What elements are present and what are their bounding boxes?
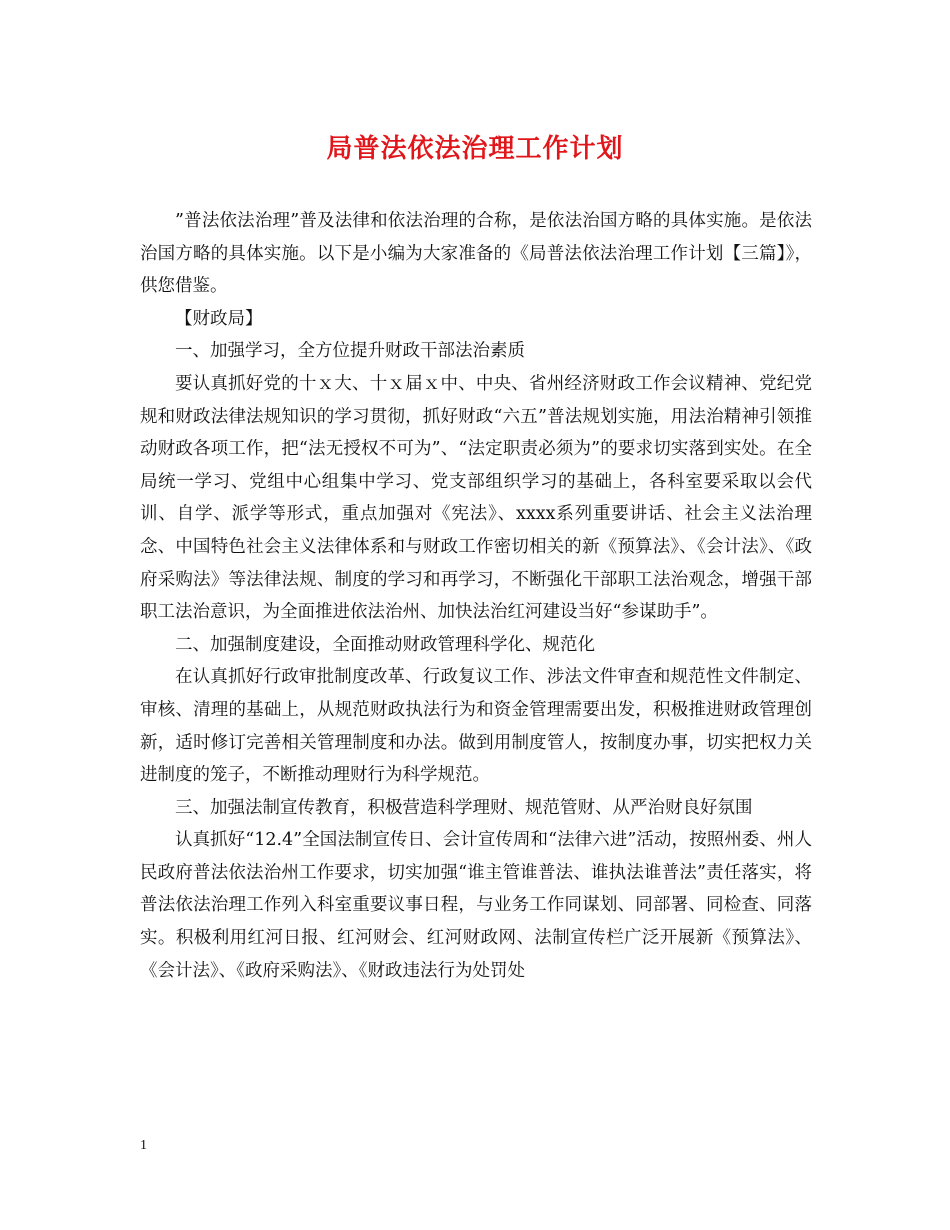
paragraph-body-2: 在认真抓好行政审批制度改革、行政复议工作、涉法文件审查和规范性文件制定、审核、清理的基础上，从规范财政执法行为和资金管理需要出发，积极推进财政管理创新，适时修订完善相关管理制度和办法。做到用制度管人，按制度办事，切实把权力关进制度的笼子，不断推动理财行为科学规范。: [140, 667, 812, 786]
document-title: 局普法依法治理工作计划: [326, 134, 624, 164]
paragraph-body-3: 认真抓好“12.4”全国法制宣传日、会计宣传周和“法律六进”活动，按照州委、州人民政府普法依法治州工作要求，切实加强“谁主管谁普法、谁执法谁普法”责任落实，将普法依法治理工作列入科室重要议事日程，与业务工作同谋划、同部署、同检查、同落实。积极利用红河日报、红河财会、红河财政网、法制宣传栏广泛开展新《预算法》、《会计法》、《政府采购法》、《财政违法行为处罚处: [140, 830, 812, 981]
document-body: [140, 205, 812, 987]
paragraph-section-label: 【财政局】: [175, 308, 263, 329]
paragraph-heading-3: 三、加强法制宣传教育，积极营造科学理财、规范管财、从严治财良好氛围: [175, 797, 753, 818]
paragraph-intro: ”普法依法治理”普及法律和依法治理的合称，是依法治国方略的具体实施。是依法治国方略的具体实施。以下是小编为大家准备的《局普法依法治理工作计划【三篇】》，供您借鉴。: [140, 211, 812, 297]
paragraph-heading-1: 一、加强学习，全方位提升财政干部法治素质: [175, 341, 525, 362]
paragraph-body-1: 要认真抓好党的十ｘ大、十ｘ届ｘ中、中央、省州经济财政工作会议精神、党纪党规和财政法律法规知识的学习贯彻，抓好财政“六五”普法规划实施，用法治精神引领推动财政各项工作，把“法无授权不可为”、“法定职责必须为”的要求切实落到实处。在全局统一学习、党组中心组集中学习、党支部组织学习的基础上，各科室要采取以会代训、自学、派学等形式，重点加强对《宪法》、xxxx系列重要讲话、社会主义法治理念、中国特色社会主义法律体系和与财政工作密切相关的新《预算法》、《会计法》、《政府采购法》等法律法规、制度的学习和再学习，不断强化干部职工法治观念，增强干部职工法治意识，为全面推进依法治州、加快法治红河建设当好“参谋助手”。: [140, 373, 812, 623]
paragraph-heading-2: 二、加强制度建设，全面推动财政管理科学化、规范化: [175, 634, 595, 655]
page-number: 1: [140, 1138, 147, 1153]
